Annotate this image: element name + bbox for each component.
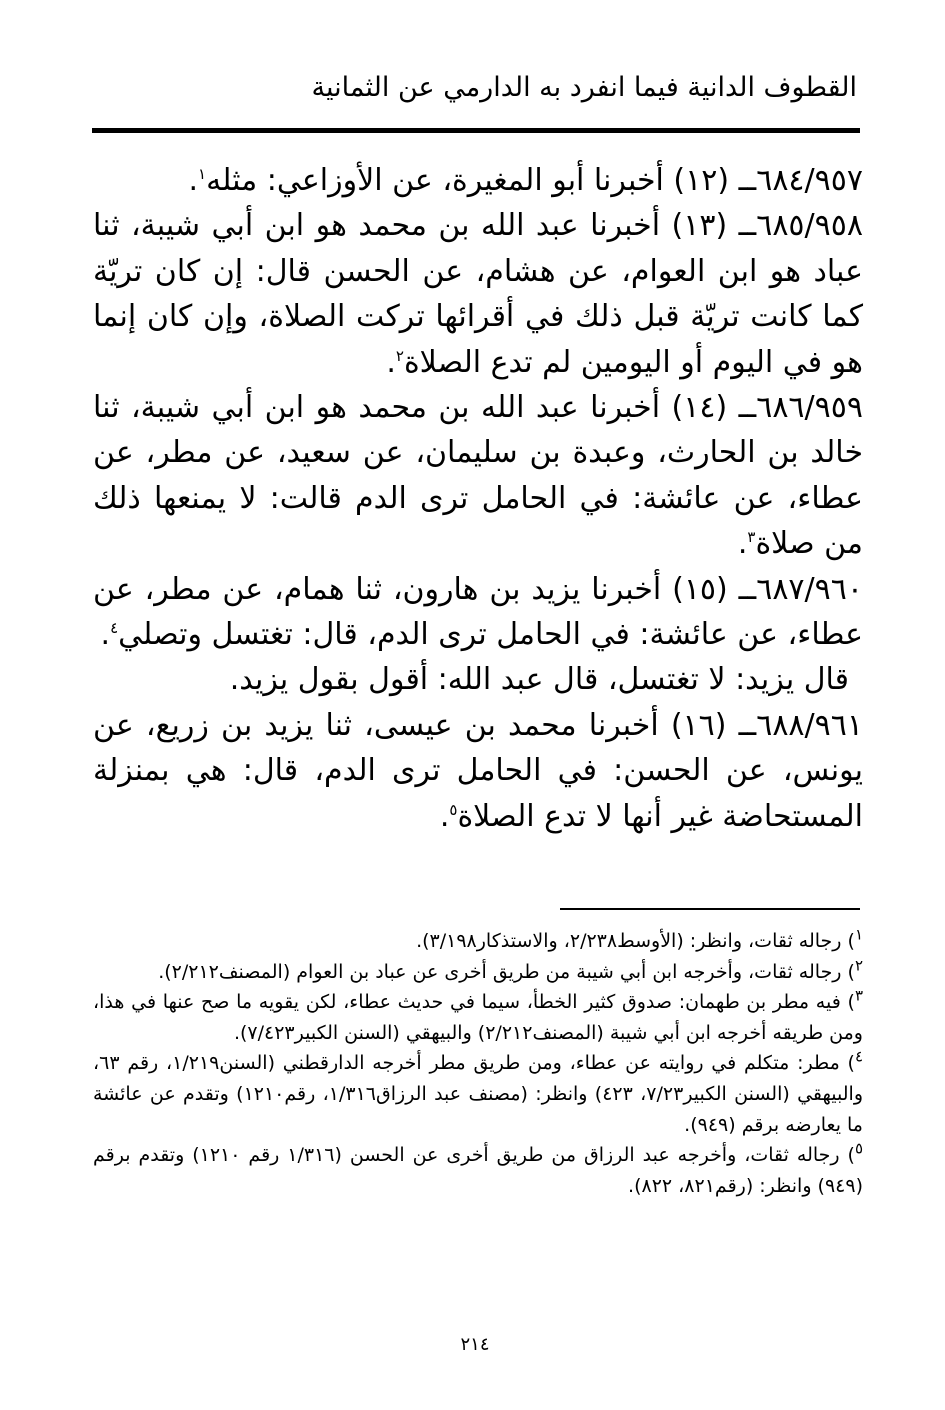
entry-end: .	[100, 617, 111, 653]
footnote-2	[93, 957, 863, 988]
footnote-ref-4: ٤	[110, 619, 119, 638]
entry-text: ٦٨٥/٩٥٨ــ (١٣) أخبرنا عبد الله بن محمد هو ابن أبي شيبة، ثنا عباد هو ابن العوام، عن هشام، عن الحسن قال: إن كان تريّة كما كانت تريّة قبل ذلك في أقرائها تركت الصلاة، وإن كان إنما هو في اليوم أو اليومين لم تدع الصلاة	[93, 208, 863, 380]
footnote-4	[93, 1048, 863, 1140]
footnote-ref-2: ٢	[395, 346, 404, 365]
entry-end: .	[737, 526, 748, 562]
footnote-number: ١	[854, 925, 863, 944]
entry-text: ٦٨٨/٩٦١ــ (١٦) أخبرنا محمد بن عيسى، ثنا يزيد بن زريع، عن يونس، عن الحسن: في الحامل ترى الدم، قال: هي بمنزلة المستحاضة غير أنها لا تدع الصلاة	[93, 707, 863, 834]
footnote-text: ) رجاله ثقات، وانظر: (الأوسط٢/٢٣٨، والاستذكار٣/١٩٨).	[416, 930, 855, 952]
footnote-text: ) فيه مطر بن طهمان: صدوق كثير الخطأ، سيما في حديث عطاء، لكن يقويه ما صح عنها في هذا، ومن طريقه أخرجه ابن أبي شيبة (المصنف٢/٢١٢) والبيهقي (السنن الكبير٧/٤٢٣).	[93, 991, 863, 1044]
entry-text: ٦٨٦/٩٥٩ــ (١٤) أخبرنا عبد الله بن محمد هو ابن أبي شيبة، ثنا خالد بن الحارث، وعبدة بن سليمان، عن سعيد، عن مطر، عن عطاء، عن عائشة: في الحامل ترى الدم قالت: لا يمنعها ذلك من صلاة	[93, 390, 863, 562]
entry-end: .	[188, 163, 199, 198]
comment-line	[93, 657, 863, 702]
entry-text: ٦٨٧/٩٦٠ــ (١٥) أخبرنا يزيد بن هارون، ثنا همام، عن مطر، عن عطاء، عن عائشة: في الحامل ترى الدم، قال: تغتسل وتصلي	[93, 571, 863, 653]
footnote-1	[93, 926, 863, 957]
page-number: ٢١٤	[460, 1334, 490, 1355]
header-rule	[92, 128, 860, 133]
footnote-3	[93, 987, 863, 1048]
footnote-ref-1: ١	[198, 165, 207, 183]
footnote-number: ٣	[854, 986, 863, 1005]
entry-end: .	[386, 344, 396, 380]
footnote-separator	[560, 908, 860, 910]
footnote-number: ٥	[854, 1139, 863, 1158]
footnote-number: ٤	[854, 1048, 863, 1067]
entry-end: .	[439, 798, 450, 834]
footnote-ref-3: ٣	[747, 528, 756, 547]
hadith-entry-959	[93, 385, 863, 567]
footnote-text: ) رجاله ثقات، وأخرجه عبد الرزاق من طريق أخرى عن الحسن (١/٣١٦ رقم ١٢١٠) وتقدم برقم (٩٤٩) وانظر: (رقم٨٢١، ٨٢٢).	[93, 1144, 863, 1197]
hadith-entry-960	[93, 567, 863, 658]
footnote-ref-5: ٥	[449, 800, 458, 819]
comment-text: قال يزيد: لا تغتسل، قال عبد الله: أقول بقول يزيد.	[229, 662, 849, 698]
footnote-text: ) رجاله ثقات، وأخرجه ابن أبي شيبة من طريق أخرى عن عباد بن العوام (المصنف٢/٢١٢).	[158, 960, 855, 983]
hadith-entry-957	[93, 158, 863, 203]
hadith-entry-958	[93, 203, 863, 385]
main-text	[93, 158, 863, 839]
footnote-text: ) مطر: متكلم في روايته عن عطاء، ومن طريق مطر أخرجه الدارقطني (السنن١/٢١٩، رقم ٦٣، والبيهقي (السنن الكبير٧/٢٣، ٤٢٣) وانظر: (مصنف عبد الرزاق١/٣١٦، رقم١٢١٠) وتقدم عن عائشة ما يعارضه برقم (٩٤٩).	[93, 1052, 864, 1136]
running-header: القطوف الدانية فيما انفرد به الدارمي عن الثمانية	[311, 72, 857, 103]
footnote-number: ٢	[854, 956, 863, 975]
entry-text: ٦٨٤/٩٥٧ــ (١٢) أخبرنا أبو المغيرة، عن الأوزاعي: مثله	[206, 163, 863, 198]
hadith-entry-961	[93, 703, 863, 839]
footnotes	[93, 926, 863, 1201]
footnote-5	[93, 1140, 863, 1201]
